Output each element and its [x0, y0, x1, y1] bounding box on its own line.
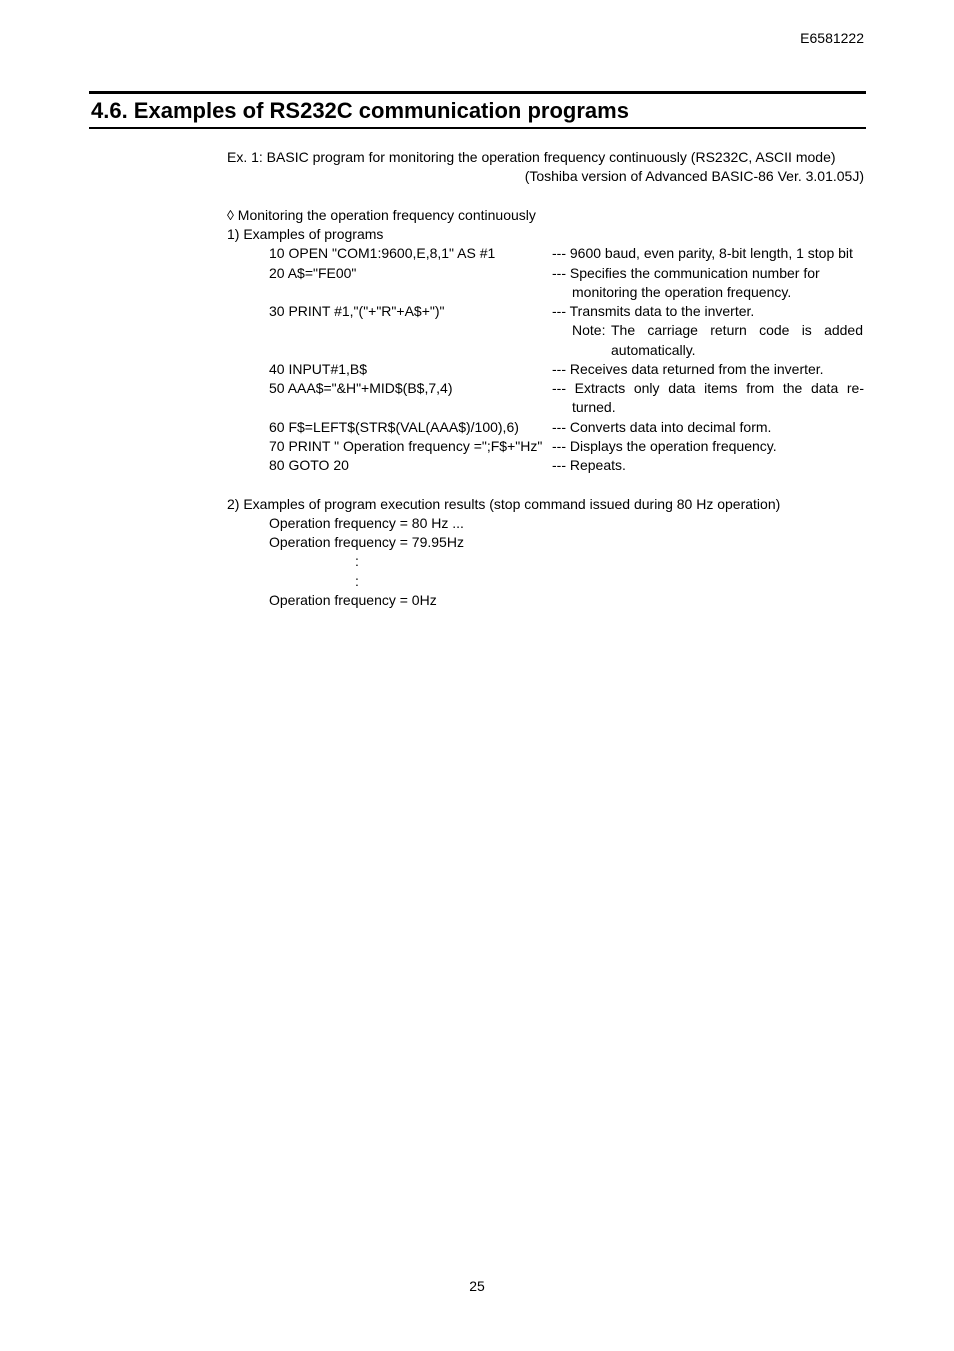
program-line-40-comment: --- Receives data returned from the inverter. [552, 361, 824, 377]
result-line-1: Operation frequency = 80 Hz ... [269, 515, 464, 531]
result-ellipsis-2: : [355, 573, 359, 589]
program-line-20-code: 20 A$="FE00" [269, 265, 357, 281]
program-line-60-comment: --- Converts data into decimal form. [552, 419, 772, 435]
program-line-60-code: 60 F$=LEFT$(STR$(VAL(AAA$)/100),6) [269, 419, 519, 435]
result-line-3: Operation frequency = 0Hz [269, 592, 437, 608]
program-line-50-code: 50 AAA$="&H"+MID$(B$,7,4) [269, 380, 453, 396]
program-line-10-code: 10 OPEN "COM1:9600,E,8,1" AS #1 [269, 245, 496, 261]
programs-heading: 1) Examples of programs [227, 226, 384, 242]
result-line-2: Operation frequency = 79.95Hz [269, 534, 464, 550]
program-line-70-code: 70 PRINT " Operation frequency =";F$+"Hz" [269, 438, 543, 454]
program-line-30-code: 30 PRINT #1,"("+"R"+A$+")" [269, 303, 445, 319]
program-line-70-comment: --- Displays the operation frequency. [552, 438, 777, 454]
page-number: 25 [469, 1278, 485, 1294]
section-title: 4.6. Examples of RS232C communication programs [91, 98, 629, 123]
program-line-20-comment-cont: monitoring the operation frequency. [572, 284, 792, 300]
results-heading: 2) Examples of program execution results (stop command issued during 80 Hz operation) [227, 496, 781, 512]
program-line-50-comment-cont: turned. [572, 399, 616, 415]
program-line-50-comment: --- Extracts only data items from the data re- [552, 380, 864, 396]
section-title-bar [89, 91, 866, 129]
program-line-80-comment: --- Repeats. [552, 457, 626, 473]
document-id: E6581222 [800, 30, 864, 46]
intro-line-1: Ex. 1: BASIC program for monitoring the operation frequency continuously (RS232C, ASCII mode) [227, 149, 836, 165]
program-line-80-code: 80 GOTO 20 [269, 457, 349, 473]
program-line-30-note-text: The carriage return code is added [611, 322, 863, 338]
program-line-30-note-text-cont: automatically. [611, 342, 696, 358]
program-line-20-comment: --- Specifies the communication number for [552, 265, 820, 281]
program-line-30-comment: --- Transmits data to the inverter. [552, 303, 755, 319]
intro-line-2: (Toshiba version of Advanced BASIC-86 Ver. 3.01.05J) [524, 168, 864, 184]
monitor-heading: ◊ Monitoring the operation frequency continuously [227, 207, 536, 223]
program-line-10-comment: --- 9600 baud, even parity, 8-bit length, 1 stop bit [552, 245, 853, 261]
program-line-30-note-label: Note: [572, 322, 606, 338]
program-line-40-code: 40 INPUT#1,B$ [269, 361, 368, 377]
result-ellipsis-1: : [355, 553, 359, 569]
